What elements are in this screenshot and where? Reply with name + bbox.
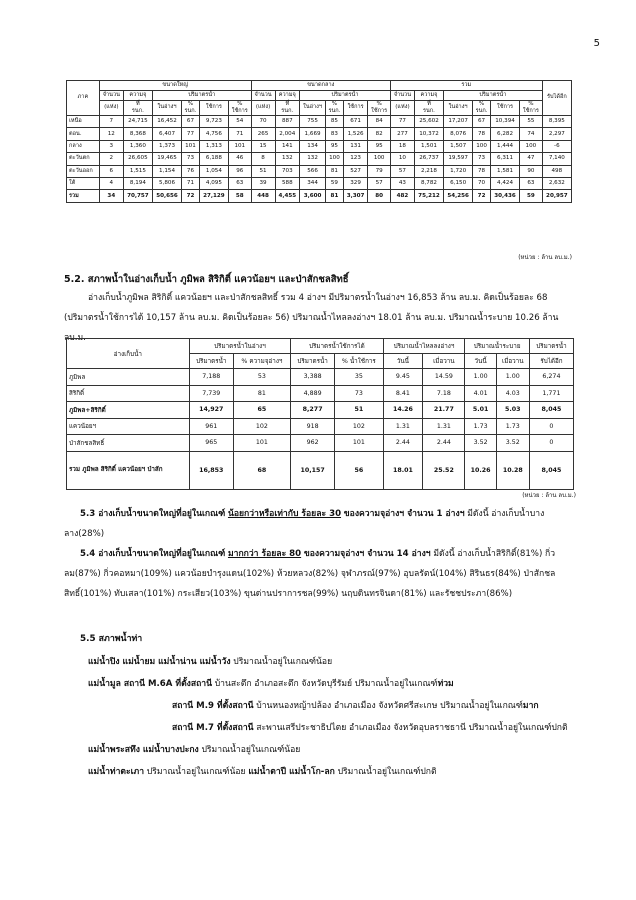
table-cell: 59 [326, 177, 344, 189]
table-cell: 102 [233, 418, 290, 435]
header-capacity: ความจุ [123, 91, 152, 101]
table-cell: 24,715 [123, 115, 152, 127]
table-cell: 0 [529, 435, 573, 452]
table-cell: 2,632 [542, 177, 571, 189]
table-cell: 3.52 [465, 435, 496, 452]
table-cell: 6,150 [444, 177, 473, 189]
table-cell: 329 [343, 177, 368, 189]
header-count: จำนวน [251, 91, 275, 101]
table-cell: 5.03 [496, 402, 529, 419]
table-row [67, 385, 574, 402]
table-cell: 1.73 [496, 418, 529, 435]
table-cell: 141 [275, 140, 300, 152]
table-cell: 962 [291, 435, 335, 452]
table-cell: 78 [473, 128, 491, 140]
table-cell: 47 [520, 153, 543, 165]
table-cell: 72 [182, 190, 200, 202]
section-53-paragraph: 5.3 อ่างเก็บน้ำขนาดใหญ่ที่อยู่ในเกณฑ์ น้อยกว่าหรือเท่ากับ ร้อยละ 30 ของความจุอ่างฯ จำนวน 1 อ่างฯ มีดังนี้ อ่างเก็บน้ำบางลาง(28%) [64, 509, 545, 539]
table-row [67, 418, 574, 435]
table-cell: 65 [233, 402, 290, 419]
header-today: วันนี้ [465, 354, 496, 369]
table-cell: 12 [99, 128, 123, 140]
header-outflow: ปริมาณน้ำระบาย [465, 339, 529, 354]
river-line-6: แม่น้ำท่าตะเภา ปริมาณน้ำอยู่ในเกณฑ์น้อย แม่น้ำตาปี แม่น้ำโก-ลก ปริมาณน้ำอยู่ในเกณฑ์ปกติ [88, 767, 437, 777]
table-cell: 100 [326, 153, 344, 165]
table-cell: 19,465 [152, 153, 181, 165]
section-55-heading: 5.5 สภาพน้ำท่า [80, 634, 143, 644]
table-cell: 6,407 [152, 128, 181, 140]
table-cell: 43 [390, 177, 414, 189]
table-cell: 57 [368, 177, 391, 189]
table-cell: 100 [473, 140, 491, 152]
header-count-unit: (แห่ง) [251, 101, 275, 116]
table-cell: 1,515 [123, 165, 152, 177]
table-cell: 58 [228, 190, 251, 202]
table-cell: 54,256 [444, 190, 473, 202]
table-cell: -6 [542, 140, 571, 152]
table-cell: 72 [473, 190, 491, 202]
table-cell: 9.45 [383, 369, 423, 386]
header-vol: ปริมาตรน้ำ [189, 354, 233, 369]
table-cell: 17,207 [444, 115, 473, 127]
table-row [67, 369, 574, 386]
table-cell: 25,602 [414, 115, 443, 127]
table-row [67, 402, 574, 419]
table-cell: 887 [275, 115, 300, 127]
table-cell: 4,756 [199, 128, 228, 140]
header-pct-usable: % ใช้การ [368, 101, 391, 116]
main-reservoir-table [66, 338, 574, 490]
header-region: ภาค [67, 81, 100, 116]
table-cell: 8,045 [529, 402, 573, 419]
table-cell: 39 [251, 177, 275, 189]
table-cell: 27,129 [199, 190, 228, 202]
table-cell: 71 [182, 177, 200, 189]
table-row [67, 190, 572, 202]
table-cell: 3,307 [343, 190, 368, 202]
table-cell: 4,889 [291, 385, 335, 402]
table-cell: 4,095 [199, 177, 228, 189]
river-line-4: สถานี M.7 ที่ตั้งสถานี สะพานเสรีประชาธิปไตย อำเภอเมือง จังหวัดอุบลราชธานี ปริมาณน้ำอยู่ในเกณฑ์ปกติ [172, 723, 568, 733]
table-cell: 1,154 [152, 165, 181, 177]
table-cell: 482 [390, 190, 414, 202]
table-cell: 35 [335, 369, 383, 386]
table-cell: 8,045 [529, 451, 573, 489]
row-label-cell: ตะวันตก [67, 153, 100, 165]
header-usable: ใช้การ [343, 101, 368, 116]
table-cell: 1.31 [423, 418, 465, 435]
table-cell: 2.44 [423, 435, 465, 452]
table-cell: 1,507 [444, 140, 473, 152]
header-pct: % รนก. [473, 101, 491, 116]
table-row [67, 140, 572, 152]
river-line-2: แม่น้ำมูล สถานี M.6A ที่ตั้งสถานี บ้านสะตึก อำเภอสะตึก จังหวัดบุรีรัมย์ ปริมาณน้ำอยู่ในเกณฑ์ท่วม [88, 679, 454, 689]
header-receivable2: รับได้อีก [529, 354, 573, 369]
table-cell: 8,395 [542, 115, 571, 127]
table-cell: 81 [326, 165, 344, 177]
table-cell: 6,311 [490, 153, 519, 165]
table-cell: 70 [251, 115, 275, 127]
table-cell: 16,853 [189, 451, 233, 489]
river-line-5: แม่น้ำพระสทึง แม่น้ำบางปะกง ปริมาณน้ำอยู่ในเกณฑ์น้อย [88, 745, 301, 755]
table-cell: 1,313 [199, 140, 228, 152]
table-cell: 59 [520, 190, 543, 202]
table-cell: 101 [335, 435, 383, 452]
table-cell: 1,444 [490, 140, 519, 152]
table-cell: 8 [251, 153, 275, 165]
table-cell: 1,526 [343, 128, 368, 140]
header-count-unit: (แห่ง) [99, 101, 123, 116]
header-count-unit: (แห่ง) [390, 101, 414, 116]
section-52-heading: 5.2. สภาพน้ำในอ่างเก็บน้ำ ภูมิพล สิริกิติ์ แควน้อยฯ และป่าสักชลสิทธิ์ [64, 274, 349, 285]
header-vol-in: ปริมาตรน้ำในอ่างฯ [189, 339, 290, 354]
table-cell: 566 [300, 165, 326, 177]
table2-unit-note: (หน่วย : ล้าน ลบ.ม.) [522, 492, 576, 499]
header-pct-usable: % ใช้การ [228, 101, 251, 116]
table-cell: 16,452 [152, 115, 181, 127]
row-label-cell: แควน้อยฯ [67, 418, 190, 435]
table-cell: 6 [99, 165, 123, 177]
header-usable: ใช้การ [490, 101, 519, 116]
table-cell: 8.41 [383, 385, 423, 402]
table-cell: 84 [368, 115, 391, 127]
table-cell: 2,004 [275, 128, 300, 140]
table-cell: 0 [529, 418, 573, 435]
table-cell: 4.03 [496, 385, 529, 402]
table-cell: 67 [473, 115, 491, 127]
table-cell: 1,720 [444, 165, 473, 177]
table-cell: 6,282 [490, 128, 519, 140]
table-row [67, 451, 574, 489]
table-cell: 8,368 [123, 128, 152, 140]
header-pct: % รนก. [326, 101, 344, 116]
table-cell: 965 [189, 435, 233, 452]
row-label-cell: กลาง [67, 140, 100, 152]
table-cell: 81 [326, 190, 344, 202]
section-52-paragraph: อ่างเก็บน้ำภูมิพล สิริกิติ์ แควน้อยฯ และป่าสักชลสิทธิ์ รวม 4 อ่างฯ มีปริมาตรน้ำในอ่างฯ 16,853 ล้าน ลบ.ม. คิดเป็นร้อยละ 68 (ปริมาตรน้ำใช้การได้ 10,157 ล้าน ลบ.ม. คิดเป็นร้อยละ 56) ปริมาณน้ำไหลลงอ่างฯ 18.01 ล้าน ลบ.ม. ปริมาณน้ำระบาย 10.26 ล้าน ลบ.ม. [64, 293, 559, 343]
header-in-res: ในอ่างฯ [444, 101, 473, 116]
table-cell: 7,140 [542, 153, 571, 165]
table-cell: 77 [390, 115, 414, 127]
table-cell: 50,656 [152, 190, 181, 202]
table-cell: 1,360 [123, 140, 152, 152]
reservoir-region-table [66, 80, 572, 203]
table-cell: 51 [335, 402, 383, 419]
table-cell: 4,455 [275, 190, 300, 202]
table-cell: 19,597 [444, 153, 473, 165]
row-label-cell: ป่าสักชลสิทธิ์ [67, 435, 190, 452]
table-cell: 26,605 [123, 153, 152, 165]
table-cell: 74 [520, 128, 543, 140]
header-vol-use: ปริมาตรน้ำใช้การได้ [291, 339, 383, 354]
table-cell: 755 [300, 115, 326, 127]
table-cell: 2,297 [542, 128, 571, 140]
table-cell: 81 [233, 385, 290, 402]
table-cell: 85 [326, 115, 344, 127]
table-cell: 25.52 [423, 451, 465, 489]
header-total: รวม [390, 81, 542, 91]
header-volume: ปริมาตรน้ำ [444, 91, 543, 101]
table-row [67, 115, 572, 127]
table-cell: 265 [251, 128, 275, 140]
header-volume: ปริมาตรน้ำ [152, 91, 251, 101]
row-label-cell: ภูมิพล [67, 369, 190, 386]
table-cell: 4.01 [465, 385, 496, 402]
table-row [67, 177, 572, 189]
table-cell: 77 [182, 128, 200, 140]
table-cell: 918 [291, 418, 335, 435]
header-pct-usable: % ใช้การ [520, 101, 543, 116]
table-cell: 75,212 [414, 190, 443, 202]
table-cell: 9,723 [199, 115, 228, 127]
table-cell: 8,277 [291, 402, 335, 419]
header-in-res: ในอ่างฯ [300, 101, 326, 116]
header-pct: % รนก. [182, 101, 200, 116]
row-label-cell: ภูมิพล+สิริกิติ์ [67, 402, 190, 419]
table-cell: 79 [368, 165, 391, 177]
row-label-cell: รวม ภูมิพล สิริกิติ์ แควน้อยฯ ป่าสัก [67, 451, 190, 489]
table-cell: 132 [300, 153, 326, 165]
table-cell: 56 [335, 451, 383, 489]
table-cell: 18.01 [383, 451, 423, 489]
table-cell: 80 [368, 190, 391, 202]
table-cell: 448 [251, 190, 275, 202]
table-cell: 277 [390, 128, 414, 140]
table-cell: 527 [343, 165, 368, 177]
table-cell: 20,957 [542, 190, 571, 202]
table-cell: 78 [473, 165, 491, 177]
table-cell: 55 [520, 115, 543, 127]
table-cell: 15 [251, 140, 275, 152]
table-cell: 101 [233, 435, 290, 452]
header-reservoir: อ่างเก็บน้ำ [67, 339, 190, 369]
header-yesterday: เมื่อวาน [423, 354, 465, 369]
table-cell: 134 [300, 140, 326, 152]
table-cell: 131 [343, 140, 368, 152]
table-cell: 498 [542, 165, 571, 177]
header-yesterday: เมื่อวาน [496, 354, 529, 369]
header-in-res: ในอ่างฯ [152, 101, 181, 116]
header-at-rnk: ที่ รนก. [123, 101, 152, 116]
table-cell: 18 [390, 140, 414, 152]
table-cell: 82 [368, 128, 391, 140]
table-cell: 2 [99, 153, 123, 165]
table-cell: 8,782 [414, 177, 443, 189]
table-cell: 76 [182, 165, 200, 177]
table-cell: 95 [368, 140, 391, 152]
table-cell: 1.00 [496, 369, 529, 386]
section-54-paragraph: 5.4 อ่างเก็บน้ำขนาดใหญ่ที่อยู่ในเกณฑ์ มากกว่า ร้อยละ 80 ของความจุอ่างฯ จำนวน 14 อ่างฯ มีดังนี้ อ่างเก็บน้ำสิริกิติ์(81%) กิ่วลม(87%) กิ่วคอหมา(109%) แควน้อยบำรุงแดน(102%) ห้วยหลวง(82%) จุฬาภรณ์(97%) อุบลรัตน์(104%) สิรินธร(84%) ป่าสักชลสิทธิ์(101%) ทับเสลา(101%) กระเสียว(103%) ขุนด่านปราการชล(99%) นฤบดินทรจินดา(81%) และรัชชประภา(86%) [64, 549, 556, 599]
table-cell: 63 [520, 177, 543, 189]
table-cell: 1,581 [490, 165, 519, 177]
table-cell: 5,806 [152, 177, 181, 189]
header-capacity: ความจุ [414, 91, 443, 101]
table-cell: 3.52 [496, 435, 529, 452]
header-pct-cap: % ความจุอ่างฯ [233, 354, 290, 369]
table-cell: 2,218 [414, 165, 443, 177]
row-label-cell: สิริกิติ์ [67, 385, 190, 402]
header-vol: ปริมาตรน้ำ [291, 354, 335, 369]
table-cell: 8,194 [123, 177, 152, 189]
table-cell: 26,737 [414, 153, 443, 165]
table-cell: 6,274 [529, 369, 573, 386]
table-row [67, 153, 572, 165]
table-cell: 102 [335, 418, 383, 435]
table-cell: 3,388 [291, 369, 335, 386]
table-cell: 6,188 [199, 153, 228, 165]
table-cell: 1,501 [414, 140, 443, 152]
table-cell: 2.44 [383, 435, 423, 452]
table-cell: 1,373 [152, 140, 181, 152]
table-cell: 1,669 [300, 128, 326, 140]
table-cell: 14.26 [383, 402, 423, 419]
table-cell: 1,054 [199, 165, 228, 177]
table-cell: 7,739 [189, 385, 233, 402]
header-today: วันนี้ [383, 354, 423, 369]
table-cell: 101 [228, 140, 251, 152]
table-cell: 67 [182, 115, 200, 127]
table-cell: 8,076 [444, 128, 473, 140]
table-row [67, 435, 574, 452]
table-cell: 70,757 [123, 190, 152, 202]
table-cell: 10 [390, 153, 414, 165]
row-label-cell: เหนือ [67, 115, 100, 127]
table-cell: 588 [275, 177, 300, 189]
header-volume: ปริมาตรน้ำ [300, 91, 391, 101]
header-at-rnk: ที่ รนก. [275, 101, 300, 116]
table-cell: 14.59 [423, 369, 465, 386]
row-label-cell: ตอน. [67, 128, 100, 140]
table-cell: 73 [182, 153, 200, 165]
table-cell: 73 [473, 153, 491, 165]
table-cell: 30,436 [490, 190, 519, 202]
table-cell: 34 [99, 190, 123, 202]
table-cell: 4,424 [490, 177, 519, 189]
header-large: ขนาดใหญ่ [99, 81, 251, 91]
header-receivable: ปริมาตรน้ำ [529, 339, 573, 354]
table-cell: 4 [99, 177, 123, 189]
table-cell: 7,188 [189, 369, 233, 386]
table-cell: 5.01 [465, 402, 496, 419]
header-count: จำนวน [99, 91, 123, 101]
table-cell: 53 [233, 369, 290, 386]
table-cell: 54 [228, 115, 251, 127]
table-cell: 1.73 [465, 418, 496, 435]
table-cell: 671 [343, 115, 368, 127]
table-cell: 132 [275, 153, 300, 165]
table-cell: 63 [228, 177, 251, 189]
table-cell: 68 [233, 451, 290, 489]
table-cell: 100 [520, 140, 543, 152]
river-line-3: สถานี M.9 ที่ตั้งสถานี บ้านหนองหญ้าปล้อง อำเภอเมือง จังหวัดศรีสะเกษ ปริมาณน้ำอยู่ในเกณฑ์มาก [172, 701, 539, 711]
table-cell: 1,771 [529, 385, 573, 402]
table-cell: 95 [326, 140, 344, 152]
header-inflow: รับได้อีก [542, 81, 571, 116]
table-cell: 344 [300, 177, 326, 189]
table-row [67, 165, 572, 177]
table-cell: 21.77 [423, 402, 465, 419]
header-usable: ใช้การ [199, 101, 228, 116]
row-label-cell: รวม [67, 190, 100, 202]
table-cell: 3,600 [300, 190, 326, 202]
table-cell: 101 [182, 140, 200, 152]
header-count: จำนวน [390, 91, 414, 101]
table-cell: 57 [390, 165, 414, 177]
table-cell: 10,157 [291, 451, 335, 489]
table1-unit-note: (หน่วย : ล้าน ลบ.ม.) [518, 254, 572, 261]
table-cell: 703 [275, 165, 300, 177]
table-cell: 73 [335, 385, 383, 402]
table-cell: 100 [368, 153, 391, 165]
table-cell: 1.31 [383, 418, 423, 435]
header-medium: ขนาดกลาง [251, 81, 390, 91]
table-cell: 7.18 [423, 385, 465, 402]
table-cell: 71 [228, 128, 251, 140]
table-cell: 10,394 [490, 115, 519, 127]
table-cell: 10.28 [496, 451, 529, 489]
table-cell: 83 [326, 128, 344, 140]
table-cell: 70 [473, 177, 491, 189]
table-cell: 51 [251, 165, 275, 177]
header-at-rnk: ที่ รนก. [414, 101, 443, 116]
table-cell: 7 [99, 115, 123, 127]
table-cell: 14,927 [189, 402, 233, 419]
table-cell: 96 [228, 165, 251, 177]
page-number: 5 [593, 38, 600, 49]
row-label-cell: ใต้ [67, 177, 100, 189]
table-cell: 123 [343, 153, 368, 165]
table-cell: 10,372 [414, 128, 443, 140]
table-cell: 90 [520, 165, 543, 177]
header-capacity: ความจุ [275, 91, 300, 101]
table-cell: 961 [189, 418, 233, 435]
table-cell: 46 [228, 153, 251, 165]
header-pct-use: % น้ำใช้การ [335, 354, 383, 369]
river-line-1: แม่น้ำปิง แม่น้ำยม แม่น้ำน่าน แม่น้ำวัง ปริมาณน้ำอยู่ในเกณฑ์น้อย [88, 657, 333, 667]
table-row [67, 128, 572, 140]
table-cell: 3 [99, 140, 123, 152]
table-cell: 10.26 [465, 451, 496, 489]
table-cell: 1.00 [465, 369, 496, 386]
header-inflow: ปริมาณน้ำไหลลงอ่างฯ [383, 339, 465, 354]
row-label-cell: ตะวันออก [67, 165, 100, 177]
